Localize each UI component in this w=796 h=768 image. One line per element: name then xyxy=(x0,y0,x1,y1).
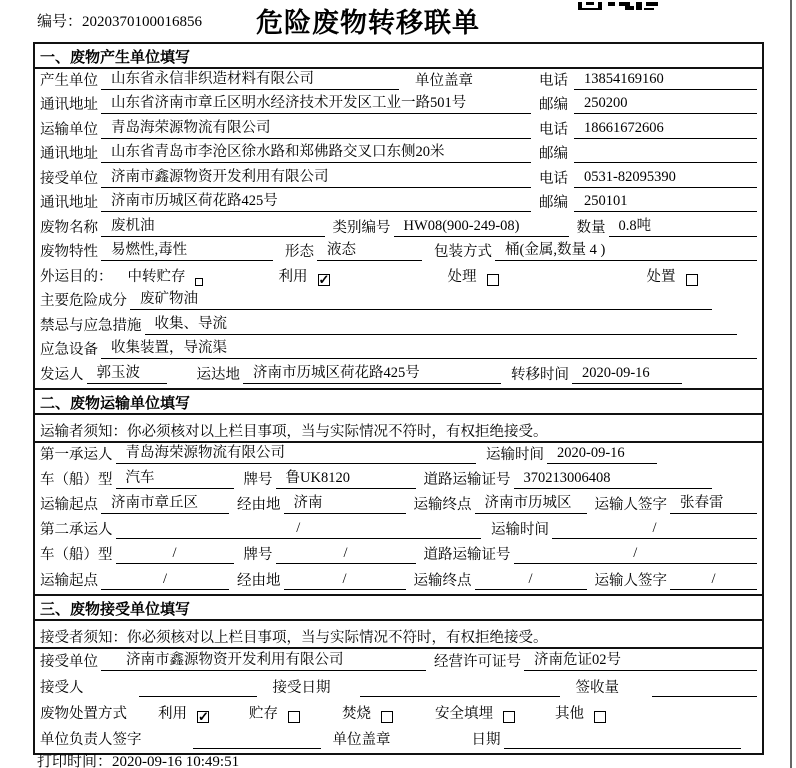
plate-label: 牌号 xyxy=(243,471,273,488)
receiver-notice: 接受者须知：你必须核对以上栏目事项，当与实际情况不符时，有权拒绝接受。 xyxy=(35,621,762,649)
disposal-store-label: 贮存 xyxy=(249,705,278,722)
signed-amount-label: 签收量 xyxy=(575,679,619,696)
transporter-sign-value: / xyxy=(670,571,757,590)
phone-label: 电话 xyxy=(539,170,568,187)
license-label: 经营许可证号 xyxy=(434,653,521,670)
waste-name-value: 废机油 xyxy=(101,214,325,237)
sender-label: 发运人 xyxy=(40,366,84,383)
section-producer xyxy=(35,44,762,388)
row-producer-unit xyxy=(35,69,762,94)
plate-label: 牌号 xyxy=(243,547,273,564)
row-producer-address xyxy=(35,94,762,119)
row-receiving-unit xyxy=(35,649,762,675)
form-label: 形态 xyxy=(285,244,314,260)
transport-time-value: / xyxy=(552,520,757,539)
disposal-landfill-label: 安全填埋 xyxy=(435,705,493,722)
transport-phone-group xyxy=(539,118,757,139)
row-transport-address xyxy=(35,143,762,168)
section-receiver xyxy=(35,594,762,753)
disposal-use-label: 利用 xyxy=(158,705,187,722)
vehicle-type-value: 汽车 xyxy=(116,466,234,489)
section-transporter xyxy=(35,388,762,594)
option-transfer-storage-label: 中转贮存 xyxy=(127,268,186,285)
checkbox-dispose xyxy=(686,274,698,286)
checkbox-disposal-landfill xyxy=(503,711,515,723)
section1-title: 一、废物产生单位填写 xyxy=(35,44,762,69)
print-time xyxy=(37,750,239,768)
checkbox-disposal-burn xyxy=(381,711,393,723)
responsible-sign-value xyxy=(193,747,321,749)
receiver-phone-value: 0531-82095390 xyxy=(574,169,757,188)
transporter-sign-label: 运输人签字 xyxy=(594,497,667,514)
print-time-label: 打印时间： xyxy=(37,754,113,768)
phone-label: 电话 xyxy=(539,121,568,138)
serial-label: 编号： xyxy=(37,14,83,30)
row-hazard-component xyxy=(35,290,762,315)
receiving-person-value xyxy=(139,695,257,697)
quantity-label: 数量 xyxy=(576,219,606,236)
transport-zip-value xyxy=(574,161,757,163)
producer-phone-group xyxy=(539,69,757,90)
checkbox-disposal-other xyxy=(594,711,606,723)
zip-label: 邮编 xyxy=(539,146,568,162)
taboo-measures-label: 禁忌与应急措施 xyxy=(40,317,142,334)
end-label: 运输终点 xyxy=(413,572,472,589)
producer-phone-value: 13854169160 xyxy=(574,71,757,90)
receiver-address-value: 济南市历城区荷花路425号 xyxy=(101,189,531,212)
row-transfer-purpose xyxy=(35,265,762,290)
receiver-phone-group xyxy=(539,167,757,188)
row-receiver-address xyxy=(35,192,762,217)
row-emergency-equipment xyxy=(35,339,762,364)
serial-value: 2020370100016856 xyxy=(82,14,203,30)
checkbox-disposal-use: ✓ xyxy=(198,708,209,724)
origin-label: 运输起点 xyxy=(40,572,98,589)
row-first-carrier xyxy=(35,443,762,468)
row-vehicle-2 xyxy=(35,543,762,568)
category-value: HW08(900-249-08) xyxy=(394,218,569,237)
quantity-value: 0.8吨 xyxy=(609,214,757,237)
waste-character-label: 废物特性 xyxy=(40,244,98,260)
date-label: 日期 xyxy=(471,731,501,748)
first-carrier-value: 青岛海荣源物流有限公司 xyxy=(116,441,477,464)
address-label: 通讯地址 xyxy=(40,195,98,211)
form-value: 液态 xyxy=(317,238,422,261)
print-time-value: 2020-09-16 10:49:51 xyxy=(112,754,240,768)
transport-unit-value: 青岛海荣源物流有限公司 xyxy=(101,116,531,139)
row-disposal-method xyxy=(35,701,762,727)
transfer-date-label: 转移时间 xyxy=(511,366,569,383)
license-value: 济南危证02号 xyxy=(524,648,757,671)
disposal-method-label: 废物处置方式 xyxy=(40,705,127,722)
transport-address-value: 山东省青岛市李沧区徐水路和郑佛路交叉口东侧20米 xyxy=(101,140,531,163)
receiver-zip-value: 250101 xyxy=(574,193,757,212)
checkbox-treat xyxy=(487,274,499,286)
end-value: 济南市历城区 xyxy=(475,491,587,514)
vehicle-type-value: / xyxy=(116,545,234,564)
transport-time-label: 运输时间 xyxy=(491,522,549,539)
transporter-notice: 运输者须知：你必须核对以上栏目事项，当与实际情况不符时，有权拒绝接受。 xyxy=(35,415,762,443)
checkbox-disposal-store xyxy=(288,711,300,723)
plate-value: 鲁UK8120 xyxy=(276,466,416,489)
producer-unit-value: 山东省永信非织造材料有限公司 xyxy=(101,67,399,90)
manifest-form xyxy=(33,42,764,755)
taboo-measures-value: 收集、导流 xyxy=(145,312,738,335)
option-treat-label: 处理 xyxy=(447,268,477,285)
sender-value: 郭玉波 xyxy=(87,361,167,384)
option-use-label: 利用 xyxy=(278,268,308,285)
row-receiving-person xyxy=(35,675,762,701)
via-value: / xyxy=(284,571,406,590)
address-label: 通讯地址 xyxy=(40,146,98,162)
row-waste-name xyxy=(35,216,762,241)
receiver-zip-group xyxy=(539,191,757,212)
destination-label: 运达地 xyxy=(196,366,240,383)
end-label: 运输终点 xyxy=(413,497,472,514)
unit-seal-label: 单位盖章 xyxy=(332,731,391,748)
receiving-person-label: 接受人 xyxy=(40,679,84,696)
transport-time-label: 运输时间 xyxy=(486,446,544,463)
transporter-sign-value: 张春雷 xyxy=(670,491,757,514)
unit-seal-label: 单位盖章 xyxy=(415,72,473,89)
packing-value: 桶(金属,数量 4 ) xyxy=(495,238,757,261)
scan-edge-line xyxy=(790,0,792,768)
transporter-sign-label: 运输人签字 xyxy=(594,572,667,589)
receiver-unit-value: 济南市鑫源物资开发利用有限公司 xyxy=(101,165,531,188)
transport-phone-value: 18661672606 xyxy=(574,120,757,139)
emergency-equipment-label: 应急设备 xyxy=(40,342,98,358)
road-cert-label: 道路运输证号 xyxy=(423,471,511,488)
receive-date-label: 接受日期 xyxy=(272,679,331,696)
row-sender xyxy=(35,363,762,388)
checkbox-transfer-storage xyxy=(195,278,203,286)
receive-date-value xyxy=(360,695,560,697)
producer-unit-label: 产生单位 xyxy=(40,72,98,89)
end-value: / xyxy=(475,571,587,590)
option-dispose-label: 处置 xyxy=(646,268,676,285)
origin-label: 运输起点 xyxy=(40,497,98,514)
section2-title: 二、废物运输单位填写 xyxy=(35,390,762,415)
via-value: 济南 xyxy=(284,491,406,514)
producer-zip-group xyxy=(539,93,757,114)
via-label: 经由地 xyxy=(237,572,281,589)
second-carrier-value: / xyxy=(116,520,482,539)
zip-label: 邮编 xyxy=(539,97,568,113)
vehicle-type-label: 车（船）型 xyxy=(40,471,113,488)
date-value xyxy=(504,747,742,749)
responsible-sign-label: 单位负责人签字 xyxy=(40,731,142,748)
transport-time-value: 2020-09-16 xyxy=(547,445,657,464)
row-responsible-sign xyxy=(35,727,762,753)
producer-zip-value: 250200 xyxy=(574,95,757,114)
road-cert-value: / xyxy=(514,545,758,564)
receiver-unit-label: 接受单位 xyxy=(40,170,98,187)
receiving-unit-label: 接受单位 xyxy=(40,653,98,670)
section3-title: 三、废物接受单位填写 xyxy=(35,596,762,621)
origin-value: / xyxy=(101,571,229,590)
signed-amount-value xyxy=(652,695,757,697)
zip-label: 邮编 xyxy=(539,195,568,211)
road-cert-label: 道路运输证号 xyxy=(423,547,511,564)
waste-character-value: 易燃性,毒性 xyxy=(101,238,273,261)
via-label: 经由地 xyxy=(237,497,281,514)
first-carrier-label: 第一承运人 xyxy=(40,446,113,463)
transport-zip-group xyxy=(539,142,757,163)
row-waste-character xyxy=(35,241,762,266)
address-label: 通讯地址 xyxy=(40,97,98,113)
vehicle-type-label: 车（船）型 xyxy=(40,547,113,564)
hazard-component-value: 废矿物油 xyxy=(130,287,712,310)
second-carrier-label: 第二承运人 xyxy=(40,522,113,539)
row-transport-unit xyxy=(35,118,762,143)
row-taboo-measures xyxy=(35,314,762,339)
waste-name-label: 废物名称 xyxy=(40,219,98,236)
destination-value: 济南市历城区荷花路425号 xyxy=(243,361,501,384)
packing-label: 包装方式 xyxy=(434,244,492,260)
plate-value: / xyxy=(276,545,416,564)
origin-value: 济南市章丘区 xyxy=(101,491,229,514)
transport-unit-label: 运输单位 xyxy=(40,121,98,138)
purpose-label: 外运目的： xyxy=(40,268,113,285)
receiving-unit-value: 济南市鑫源物资开发利用有限公司 xyxy=(101,648,426,671)
transfer-date-value: 2020-09-16 xyxy=(572,365,682,384)
checkbox-use: ✓ xyxy=(318,271,330,287)
row-receiver-unit xyxy=(35,167,762,192)
row-route-2 xyxy=(35,568,762,593)
producer-address-value: 山东省济南市章丘区明水经济技术开发区工业一路501号 xyxy=(101,91,531,114)
page-title: 危险废物转移联单 xyxy=(256,8,480,38)
phone-label: 电话 xyxy=(539,72,568,89)
disposal-other-label: 其他 xyxy=(555,705,584,722)
hazard-component-label: 主要危险成分 xyxy=(40,293,127,309)
category-label: 类别编号 xyxy=(332,219,391,236)
row-second-carrier xyxy=(35,518,762,543)
row-route-1 xyxy=(35,493,762,518)
disposal-burn-label: 焚烧 xyxy=(342,705,371,722)
road-cert-value: 370213006408 xyxy=(514,470,713,489)
emergency-equipment-value: 收集装置，导流渠 xyxy=(101,336,757,359)
row-vehicle-1 xyxy=(35,468,762,493)
